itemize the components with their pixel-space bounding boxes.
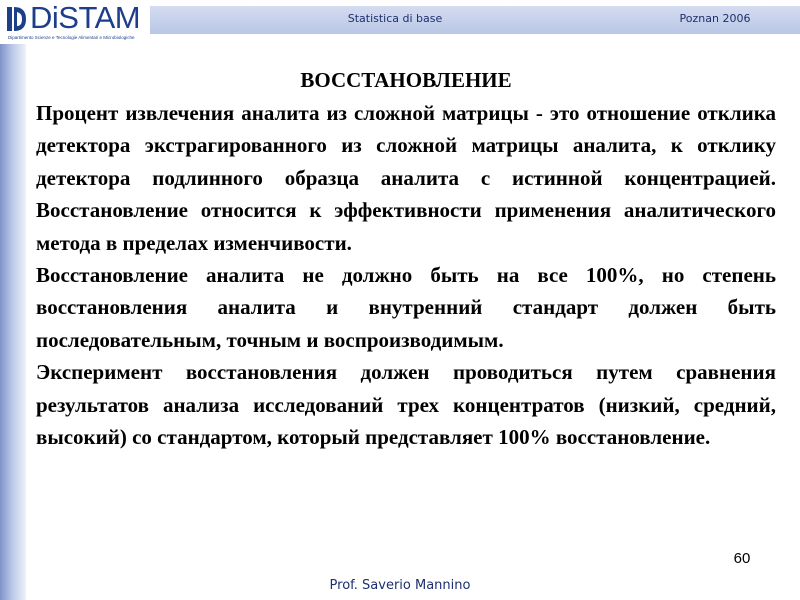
distam-logo [6,0,148,42]
paragraph: Эксперимент восстановления должен проводиться путем сравнения результатов анализа исследований трех концентратов (низкий, средний, высокий) со стандартом, который представляет 100% восстановление. [36,360,776,450]
slide-body [36,97,776,453]
header [0,0,800,44]
slide-title: ВОССТАНОВЛЕНИЕ [300,68,512,92]
course-title: Statistica di base [347,12,443,25]
left-decorative-strip [0,44,26,600]
event-location: Poznan 2006 [679,12,751,25]
paragraph: Процент извлечения аналита из сложной матрицы - это отношение отклика детектора экстрагированного из сложной матрицы аналита, к отклику детектора подлинного образца аналита с истинной концентрацией. Восстановление относится к эффективности применения аналитического метода в пределах изменчивости. [36,101,776,255]
paragraph: Восстановление аналита не должно быть на все 100%, но степень восстановления аналита и внутренний стандарт должен быть последовательным, точным и воспроизводимым. [36,263,776,352]
page-number: 60 [733,550,751,567]
footer-author: Prof. Saverio Mannino [329,578,471,593]
logo-subtitle: Dipartimento Scienze e Tecnologie Alimentari e Microbiologiche [8,35,135,40]
logo-wordmark: DiSTAM [30,0,141,35]
logo-mark-icon [6,4,30,32]
